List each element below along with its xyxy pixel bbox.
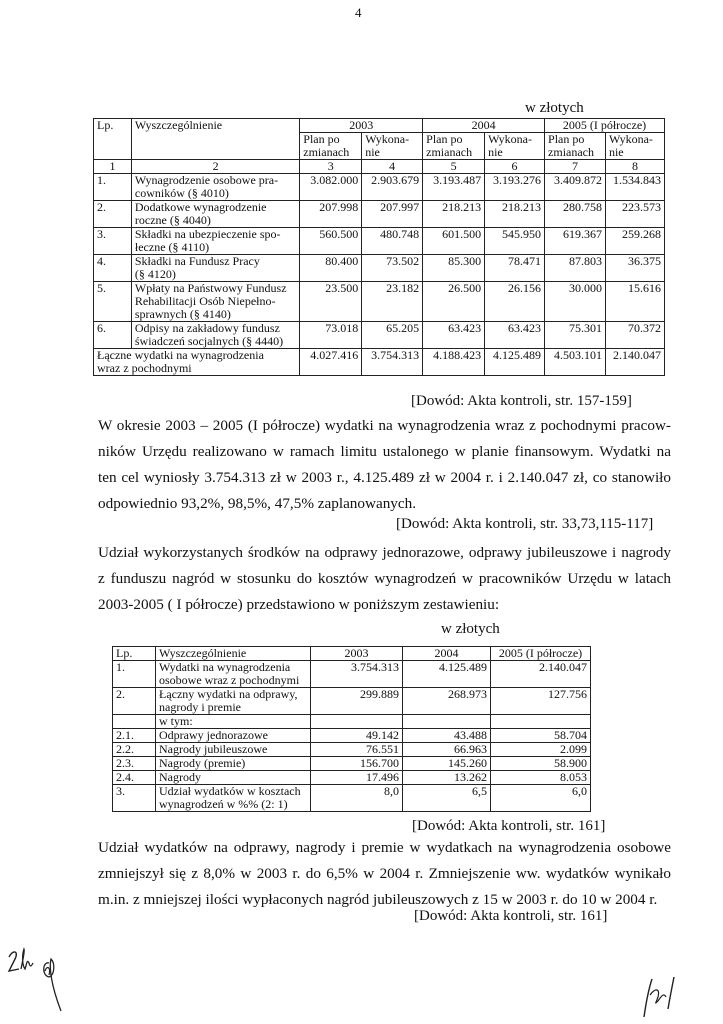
header-wykonanie: Wykona- nie (485, 133, 545, 160)
column-number-row: 1 2 3 4 5 6 7 8 (94, 160, 665, 174)
header-wykonanie: Wykona- nie (605, 133, 664, 160)
page-number: 4 (355, 5, 362, 20)
header-year-2005: 2005 (I półrocze) (545, 119, 665, 133)
paragraph-share-decrease: Udział wydatków na odprawy, nagrody i premie w wydatkach na wynagrodzenia osobowe zmniejszył się z 8,0% w 2003 r. do 6,5% w 2004 r. Zmniejszenie ww. wydatków wynikało m.in. z mniejszej ilości wypłaconych nagród jubileuszowych z 15 w 2003 r. do 10 w 2004 r. (98, 839, 671, 908)
header-plan: Plan po zmianach (423, 133, 485, 160)
paragraph-share-intro: Udział wykorzystanych środków na odprawy jednorazowe, odprawy jubileuszowe i nagrody z funduszu nagród w stosunku do kosztów wynagrodzeń w pracowników Urzędu w latach 2003-2005 ( I półrocze) przedstawiono w poniższym zestawieniu: (98, 544, 671, 613)
paragraph-salary-limits: W okresie 2003 – 2005 (I półrocze) wydatki na wynagrodzenia wraz z pochodnymi pracow- ników Urzędu realizowano w ramach limitu ustalonego w planie finansowym. Wydatki na ten cel wyniosły 3.754.313 zł w 2003 r., 4.125.489 zł w 2004 r. i 2.140.047 zł, co stanowiło odpowiednio 93,2%, 98,5%, 47,5% zaplanowanych. (98, 417, 671, 512)
handwritten-signature-right-icon (640, 975, 680, 1020)
header-lp: Lp. (113, 647, 156, 661)
table-row: 2.4. Nagrody 17.496 13.262 8.053 (113, 771, 591, 785)
header-year-2005: 2005 (I półrocze) (491, 647, 591, 661)
table-row: 2. Dodatkowe wynagrodzenie roczne (§ 4040) 207.998 207.997 218.213 218.213 280.758 223.573 (94, 201, 665, 228)
table-row: 2.2. Nagrody jubileuszowe 76.551 66.963 2.099 (113, 743, 591, 757)
header-year-2004: 2004 (423, 119, 545, 133)
proof-reference: [Dowód: Akta kontroli, str. 33,73,115-117] (396, 516, 654, 532)
table-row: 1. Wydatki na wynagrodzenia osobowe wraz z pochodnymi 3.754.313 4.125.489 2.140.047 (113, 661, 591, 688)
bonuses-share-table (112, 646, 591, 812)
handwritten-initials-left-icon (5, 945, 65, 1015)
table-row: 5. Wpłaty na Państwowy Fundusz Rehabilitacji Osób Niepełno- sprawnych (§ 4140) 23.500 23.182 26.500 26.156 30.000 15.616 (94, 282, 665, 322)
salary-expenses-table (93, 118, 665, 376)
proof-reference: [Dowód: Akta kontroli, str. 161] (412, 818, 606, 834)
table-row: 2.1. Odprawy jednorazowe 49.142 43.488 58.704 (113, 729, 591, 743)
table-row: 3. Udział wydatków w kosztach wynagrodzeń w %% (2: 1) 8,0 6,5 6,0 (113, 785, 591, 812)
table-row: 1. Wynagrodzenie osobowe pra- cowników (§ 4010) 3.082.000 2.903.679 3.193.487 3.193.276 3.409.872 1.534.843 (94, 174, 665, 201)
header-year-2004: 2004 (403, 647, 491, 661)
table-row: 2. Łączny wydatki na odprawy, nagrody i premie 299.889 268.973 127.756 (113, 688, 591, 715)
table2-unit-label: w złotych (441, 621, 500, 637)
table-row: 6. Odpisy na zakładowy fundusz świadczeń socjalnych (§ 4440) 73.018 65.205 63.423 63.423 75.301 70.372 (94, 322, 665, 349)
table-row: w tym: (113, 715, 591, 729)
table1-unit-label: w złotych (525, 100, 584, 116)
header-year-2003: 2003 (300, 119, 423, 133)
table-row: 2.3. Nagrody (premie) 156.700 145.260 58.900 (113, 757, 591, 771)
header-name: Wyszczególnienie (156, 647, 311, 661)
header-year-2003: 2003 (311, 647, 403, 661)
header-lp: Lp. (94, 119, 132, 160)
proof-reference: [Dowód: Akta kontroli, str. 161] (414, 908, 608, 924)
table-row: 3. Składki na ubezpieczenie spo- łeczne (§ 4110) 560.500 480.748 601.500 545.950 619.367 259.268 (94, 228, 665, 255)
header-wykonanie: Wykona- nie (362, 133, 423, 160)
proof-reference: [Dowód: Akta kontroli, str. 157-159] (411, 393, 632, 409)
header-plan: Plan po zmianach (545, 133, 606, 160)
table-row: 4. Składki na Fundusz Pracy (§ 4120) 80.400 73.502 85.300 78.471 87.803 36.375 (94, 255, 665, 282)
header-plan: Plan po zmianach (300, 133, 362, 160)
header-name: Wyszczególnienie (131, 119, 299, 160)
total-row: Łączne wydatki na wynagrodzenia wraz z pochodnymi 4.027.416 3.754.313 4.188.423 4.125.489 4.503.101 2.140.047 (94, 349, 665, 376)
